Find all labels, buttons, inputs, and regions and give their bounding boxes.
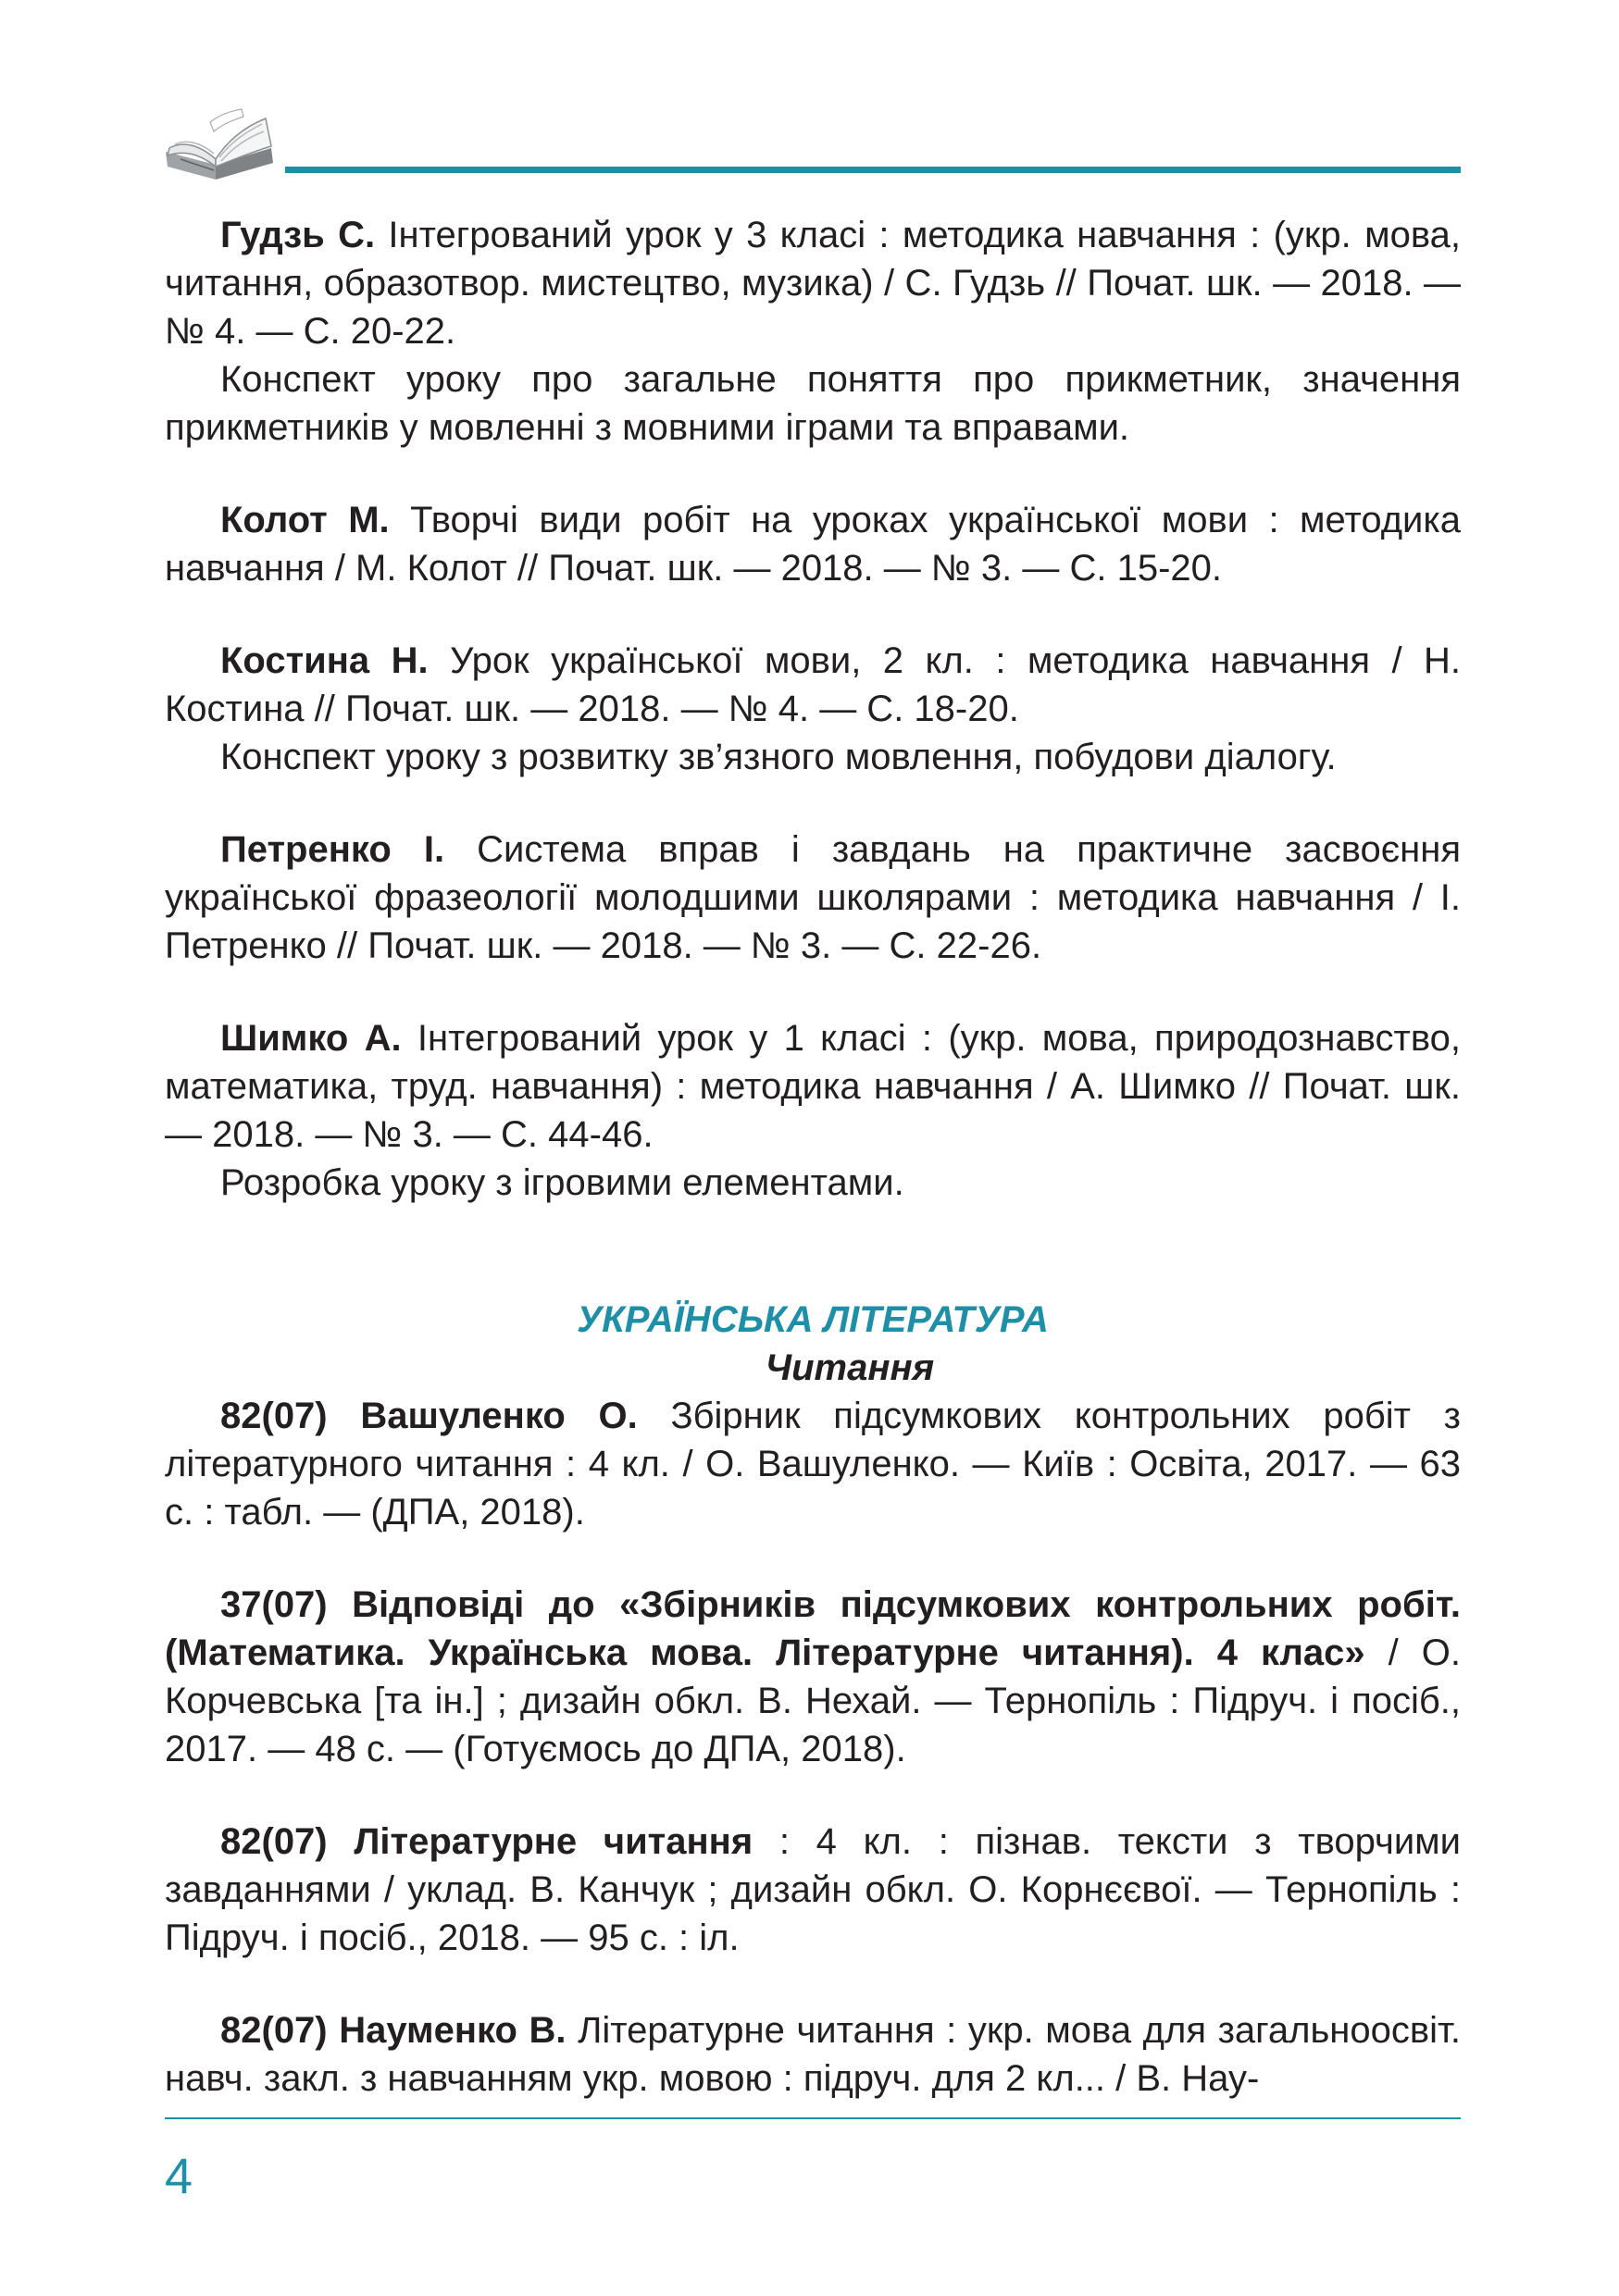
bibliography-entry — [165, 1818, 1461, 1962]
entry-description: : 4 кл. : пізнав. тексти з творчими завданнями / уклад. В. Канчук ; дизайн обкл. О. Корнєєвої. — Тернопіль : Підруч. і посіб., 2018. — 95 с. : іл. — [165, 1821, 1462, 1958]
entry-author: 82(07) Науменко В. — [220, 2010, 567, 2051]
bibliography-entry — [165, 211, 1461, 355]
entry-author: Петренко І. — [220, 829, 445, 870]
bibliography-entry — [165, 637, 1461, 733]
entry-description: Система вправ і завдань на практичне засвоєння української фразеології молодшими школярами : методика навчання / І. Петренко // Почат. шк. — 2018. — № 3. — С. 22-26. — [165, 829, 1461, 966]
entry-author: Колот М. — [220, 500, 390, 540]
entry-annotation: Конспект уроку про загальне поняття про прикметник, значення прикметників у мовленні з мовними іграми та вправами. — [165, 359, 1461, 448]
entry-author: Шимко А. — [220, 1018, 402, 1059]
bibliography-entry — [165, 825, 1461, 970]
bibliography-entry — [165, 1581, 1461, 1773]
entry-author: Гудзь С. — [220, 215, 376, 255]
entry-author: 82(07) Літературне читання — [220, 1821, 753, 1862]
bibliography-entry — [165, 2006, 1461, 2103]
entry-description: Інтегрований урок у 1 класі : (укр. мова, природознавство, математика, труд. навчання) : методика навчання / А. Шимко // Почат. шк. — 2018. — № 3. — С. 44-46. — [165, 1018, 1461, 1155]
bibliography-entry — [165, 1392, 1461, 1536]
entry-description: / О. Корчевська [та ін.] ; дизайн обкл. В. Нехай. — Тернопіль : Підруч. і посіб., 2017. — 48 с. — (Готуємось до ДПА, 2018). — [165, 1632, 1461, 1769]
entry-author: 82(07) Вашуленко О. — [220, 1396, 638, 1436]
bibliography-entry — [165, 496, 1461, 592]
entry-description: Творчі види робіт на уроках української мови : методика навчання / М. Колот // Почат. шк. — 2018. — № 3. — С. 15-20. — [165, 500, 1461, 589]
entry-description: Літературне читання : укр. мова для загальноосвіт. навч. закл. з навчанням укр. мовою : підруч. для 2 кл... / В. Нау- — [165, 2010, 1462, 2099]
entry-description: Урок української мови, 2 кл. : методика навчання / Н. Костина // Почат. шк. — 2018. — № 4. — С. 18-20. — [165, 640, 1462, 729]
entry-author: 37(07) Відповіді до «Збірників підсумкових контрольних робіт. (Математика. Українська мова. Літературне читання). 4 клас» — [165, 1584, 1461, 1673]
entry-description: Інтегрований урок у 3 класі : методика навчання : (укр. мова, читання, образотвор. мистецтво, музика) / С. Гудзь // Почат. шк. — 2018. — № 4. — С. 20-22. — [165, 215, 1461, 352]
section-title: УКРАЇНСЬКА ЛІТЕРАТУРА — [577, 1299, 1049, 1340]
bibliography-entry — [165, 1014, 1461, 1159]
footer-rule — [165, 2117, 1461, 2119]
open-book-icon — [162, 104, 278, 192]
header-rule — [285, 167, 1461, 173]
section-subtitle: Читання — [765, 1347, 935, 1388]
entry-author: Костина Н. — [220, 640, 429, 681]
entry-annotation: Розробка уроку з ігровими елементами. — [220, 1162, 904, 1203]
page-number: 4 — [165, 2149, 193, 2204]
entry-annotation: Конспект уроку з розвитку зв’язного мовлення, побудови діалогу. — [220, 737, 1337, 777]
bibliography-content — [165, 211, 1461, 2103]
entry-description: Збірник підсумкових контрольних робіт з літературного читання : 4 кл. / О. Вашуленко. — Київ : Освіта, 2017. — 63 с. : табл. — (ДПА, 2018). — [165, 1396, 1461, 1533]
